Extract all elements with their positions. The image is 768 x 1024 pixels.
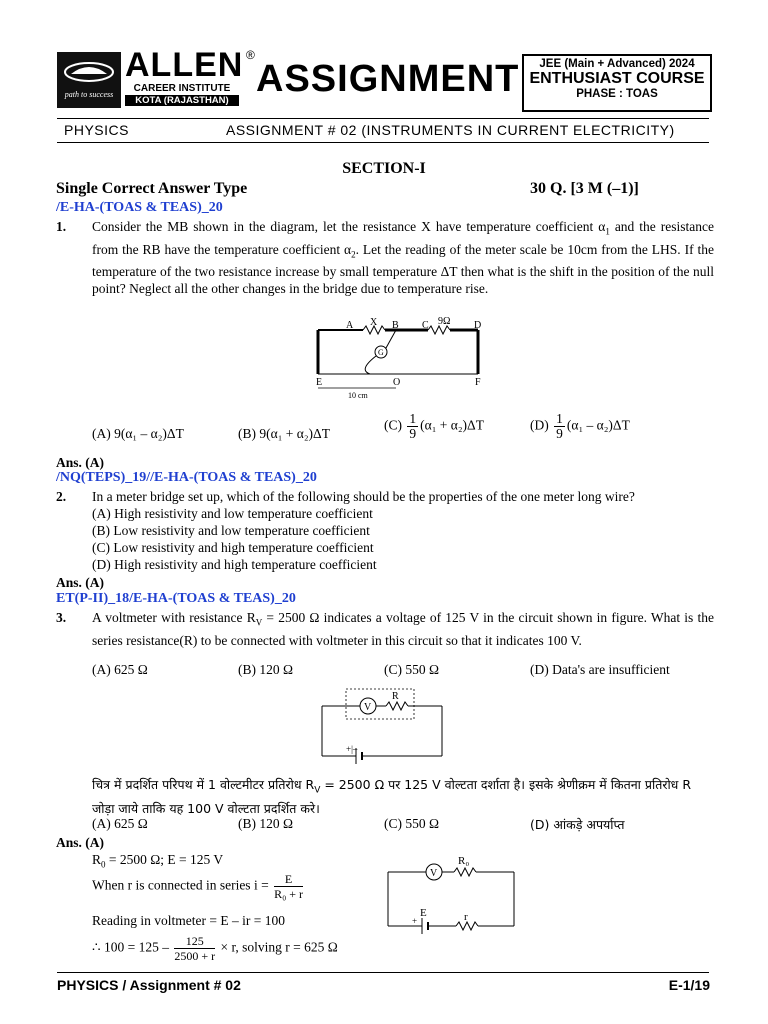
q3-solution-circuit-diagram bbox=[382, 850, 522, 942]
q1-answer: Ans. (A) bbox=[56, 455, 105, 470]
course-box bbox=[522, 54, 712, 112]
section-marks: 30 Q. [3 M (–1)] bbox=[530, 180, 639, 197]
voltmeter-icon: V bbox=[430, 868, 438, 879]
q1-option-a[interactable]: (A) 9(α₁ – α₂)ΔT bbox=[92, 426, 184, 441]
q3-option-d[interactable]: (D) Data's are insufficient bbox=[530, 662, 670, 677]
q3-option-a[interactable]: (A) 625 Ω bbox=[92, 662, 148, 677]
footer-rule bbox=[57, 972, 709, 973]
logo-sub2: KOTA (RAJASTHAN) bbox=[125, 95, 239, 106]
q1-option-d[interactable]: (D) $\frac{1}{9}$ (α₁ – α₂)ΔT bbox=[530, 411, 630, 441]
q3-hindi-option-d[interactable]: (D) आंकड़े अपर्याप्त bbox=[530, 817, 625, 832]
course-box-line2: ENTHUSIAST COURSE bbox=[529, 70, 705, 87]
q2-option-a[interactable]: (A) High resistivity and low temperature coefficient bbox=[92, 506, 373, 521]
label-e: E bbox=[420, 907, 427, 919]
label-f: F bbox=[475, 377, 481, 388]
q2-option-c[interactable]: (C) Low resistivity and high temperature coefficient bbox=[92, 540, 374, 555]
label-d: D bbox=[474, 320, 482, 331]
q1-number: 1. bbox=[56, 219, 67, 234]
galvanometer-icon: G bbox=[378, 348, 384, 357]
header-rule-top bbox=[57, 118, 709, 119]
battery-icon: +|– bbox=[346, 744, 358, 754]
header-rule-bottom bbox=[57, 142, 709, 143]
voltmeter-icon: V bbox=[364, 702, 372, 713]
logo-emblem bbox=[57, 52, 121, 108]
q3-number: 3. bbox=[56, 610, 67, 625]
section-title: SECTION-I bbox=[342, 160, 426, 177]
assignment-title: ASSIGNMENT bbox=[256, 58, 520, 100]
assignment-subtitle: ASSIGNMENT # 02 (INSTRUMENTS IN CURRENT ELECTRICITY) bbox=[226, 122, 675, 138]
q2-tag: /NQ(TEPS)_19//E-HA-(TOAS & TEAS)_20 bbox=[56, 470, 317, 485]
q2-number: 2. bbox=[56, 489, 67, 504]
logo-brand: ALLEN bbox=[125, 46, 244, 84]
q1-option-b[interactable]: (B) 9(α₁ + α₂)ΔT bbox=[238, 426, 330, 441]
answer-type: Single Correct Answer Type bbox=[56, 180, 248, 197]
label-b: B bbox=[392, 320, 399, 331]
q3-solution-line1: $R_0 = 2500$ Ω; E = 125 V bbox=[92, 852, 224, 870]
label-plus: + bbox=[412, 916, 418, 926]
logo-tagline: path to success bbox=[64, 90, 114, 99]
q3-tag: ET(P-II)_18/E-HA-(TOAS & TEAS)_20 bbox=[56, 591, 296, 606]
q2-answer: Ans. (A) bbox=[56, 575, 105, 590]
q1-tag: /E-HA-(TOAS & TEAS)_20 bbox=[56, 200, 223, 215]
label-c: C bbox=[422, 320, 429, 331]
q3-solution-line3: Reading in voltmeter = E – ir = 100 bbox=[92, 913, 285, 928]
footer-left: PHYSICS / Assignment # 02 bbox=[57, 977, 241, 993]
q3-hindi-option-a[interactable]: (A) 625 Ω bbox=[92, 816, 148, 831]
course-box-line1: JEE (Main + Advanced) 2024 bbox=[539, 58, 695, 70]
label-e: E bbox=[316, 377, 323, 388]
label-r: R bbox=[392, 691, 399, 702]
q1-text: Consider the MB shown in the diagram, let the resistance X have temperature coefficient $\alpha_1$ and the resistance from the RB have the temperature coefficient $\alpha_2$. Let the reading of the meter scale be 10cm from the LHS. If the temperature of the two resistance increase by small temperature ΔT then what is the shift in the position of the null point? Neglect all the other changes in the bridge due to temperature rise. bbox=[92, 219, 714, 297]
q1-option-c[interactable]: (C) $\frac{1}{9}$ (α₁ + α₂)ΔT bbox=[384, 411, 484, 441]
q3-hindi-option-c[interactable]: (C) 550 Ω bbox=[384, 816, 440, 831]
page-number: E-1/19 bbox=[668, 977, 710, 993]
label-small-r: r bbox=[464, 911, 468, 923]
label-10cm: 10 cm bbox=[348, 391, 368, 400]
course-box-line3: PHASE : TOAS bbox=[576, 88, 658, 100]
q3-hindi-option-b[interactable]: (B) 120 Ω bbox=[238, 816, 294, 831]
q3-solution-line4: ∴ 100 = 125 – $\frac{125}{2500 + r}$ × r, solving r = 625 Ω bbox=[92, 934, 338, 963]
q3-option-b[interactable]: (B) 120 Ω bbox=[238, 662, 294, 677]
logo-sub1: CAREER INSTITUTE bbox=[133, 83, 231, 94]
subject-label: PHYSICS bbox=[64, 122, 129, 138]
label-x: X bbox=[370, 317, 378, 328]
label-a: A bbox=[346, 320, 354, 331]
car-icon bbox=[57, 52, 121, 92]
q3-text: A voltmeter with resistance $R_V = 2500$ Ω indicates a voltage of 125 V in the circuit shown in figure. What is the series resistance(R) to be connected with voltmeter in this circuit so that it indicates 100 V. bbox=[92, 610, 714, 648]
label-r0: R₀ bbox=[458, 855, 470, 867]
q2-text: In a meter bridge set up, which of the following should be the properties of the one meter long wire? bbox=[92, 489, 635, 504]
q3-option-c[interactable]: (C) 550 Ω bbox=[384, 662, 440, 677]
q3-answer: Ans. (A) bbox=[56, 835, 105, 850]
allen-logo bbox=[57, 46, 244, 108]
q2-option-d[interactable]: (D) High resistivity and high temperature coefficient bbox=[92, 557, 377, 572]
q3-solution-line2: When r is connected in series i = $\frac{E}{\text{R₀ + r}}$ bbox=[92, 872, 304, 901]
q2-option-b[interactable]: (B) Low resistivity and low temperature coefficient bbox=[92, 523, 370, 538]
q1-meter-bridge-diagram bbox=[308, 312, 498, 402]
label-o: O bbox=[393, 377, 401, 388]
registered-mark: ® bbox=[246, 48, 255, 62]
label-9ohm: 9Ω bbox=[438, 316, 451, 327]
q3-circuit-diagram bbox=[318, 686, 448, 766]
q3-hindi-text: चित्र में प्रदर्शित परिपथ में 1 वोल्टमीटर प्रतिरोध $R_V = 2500$ Ω पर 125 V वोल्टता दर्शाता है। इसके श्रेणीक्रम में कितना प्रतिरोध R जोड़ा जाये ताकि यह 100 V वोल्टता प्रदर्शित करे। bbox=[92, 777, 692, 816]
